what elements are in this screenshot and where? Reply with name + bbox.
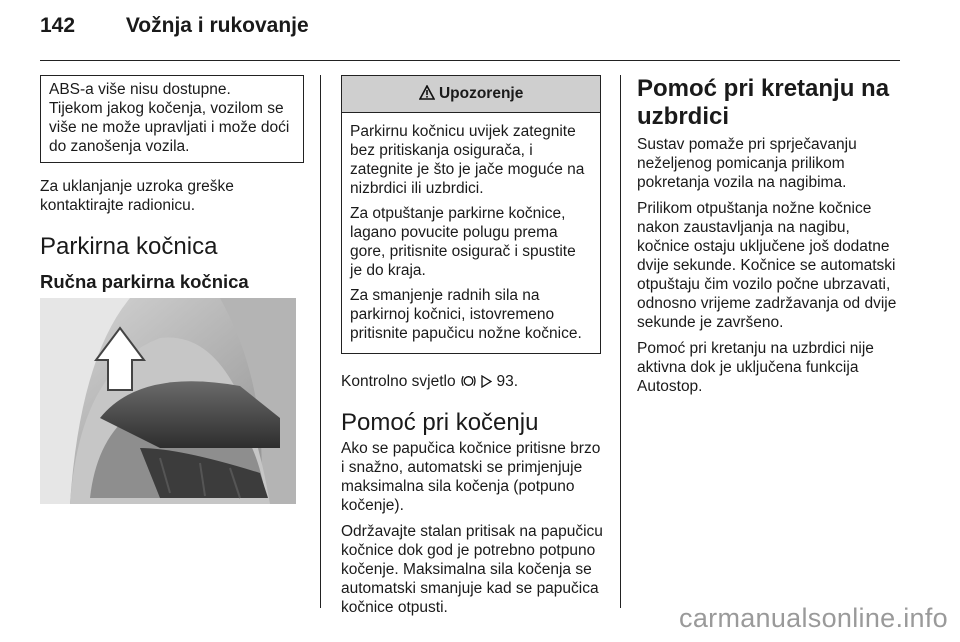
warning-body [342, 113, 600, 353]
column-3 [637, 75, 903, 403]
column-divider-2 [620, 75, 621, 608]
abs-note-line-2: Tijekom jakog kočenja, vozilom se više ne može upravljati i može doći do zanošenja vozila. [49, 100, 290, 155]
warning-box [341, 75, 601, 354]
warning-paragraph: Parkirnu kočnicu uvijek zategnite bez pritiskanja osigurača, i zategnite je što je jače moguće na nizbrdici ili uzbrdici. [350, 123, 585, 197]
watermark: carmanualsonline.info [679, 603, 948, 633]
indicator-reference: 93. [496, 373, 519, 390]
hill-start-assist-heading: Pomoć pri kretanju na uzbrdici [637, 75, 890, 130]
header-rule [40, 60, 900, 61]
brake-assist-heading: Pomoć pri kočenju [341, 409, 539, 436]
brake-assist-paragraph: Ako se papučica kočnice pritisne brzo i snažno, automatski se primjenjuje maksimalna sila kočenja (potpuno kočenje). [341, 440, 601, 514]
contact-workshop-text: Za uklanjanje uzroka greške kontaktirajte radionicu. [40, 178, 234, 214]
abs-note-box [40, 75, 304, 163]
brake-assist-paragraph: Održavajte stalan pritisak na papučicu kočnice dok god je potrebno potpuno kočenje. Maksimalna sila kočenja se automatski smanjuje kad se papučica kočnice otpusti. [341, 523, 603, 616]
indicator-light-text [341, 372, 603, 391]
warning-paragraph: Za otpuštanje parkirne kočnice, lagano povucite polugu prema gore, pritisnite osigurač i spustite je do kraja. [350, 205, 576, 279]
column-1 [40, 75, 304, 293]
brake-warning-light-icon [460, 374, 477, 388]
warning-paragraph: Za smanjenje radnih sila na parkirnoj kočnici, istovremeno pritisnite papučicu nožne kočnice. [350, 287, 582, 342]
warning-icon [419, 85, 435, 100]
page-reference-icon [481, 375, 492, 388]
hill-start-paragraph: Sustav pomaže pri sprječavanju neželjenog pomicanja prilikom pokretanja vozila na nagibima. [637, 136, 857, 191]
page-number: 142 [40, 14, 76, 37]
parking-brake-heading: Parkirna kočnica [40, 233, 218, 260]
hill-start-paragraph: Pomoć pri kretanju na uzbrdici nije aktivna dok je uključena funkcija Autostop. [637, 340, 874, 395]
warning-title: Upozorenje [438, 85, 524, 102]
chapter-title: Vožnja i rukovanje [125, 14, 309, 37]
page-header [40, 14, 309, 38]
parking-brake-illustration [40, 298, 296, 504]
abs-note-line-1: ABS-a više nisu dostupne. [49, 81, 231, 98]
column-2 [341, 75, 603, 624]
hand-brake-subheading: Ručna parkirna kočnica [40, 271, 249, 292]
parking-brake-photo [40, 298, 296, 504]
column-divider-1 [320, 75, 321, 608]
hill-start-paragraph: Prilikom otpuštanja nožne kočnice nakon zaustavljanja na nagibu, kočnice ostaju uključene još dodatne dvije sekunde. Kočnice se automatski otpuštaju čim vozilo počne ubrzavati, odnosno vrijeme zadržavanja od dvije sekunde je završeno. [637, 200, 897, 331]
indicator-prefix: Kontrolno svjetlo [341, 373, 456, 390]
warning-header [342, 76, 600, 113]
